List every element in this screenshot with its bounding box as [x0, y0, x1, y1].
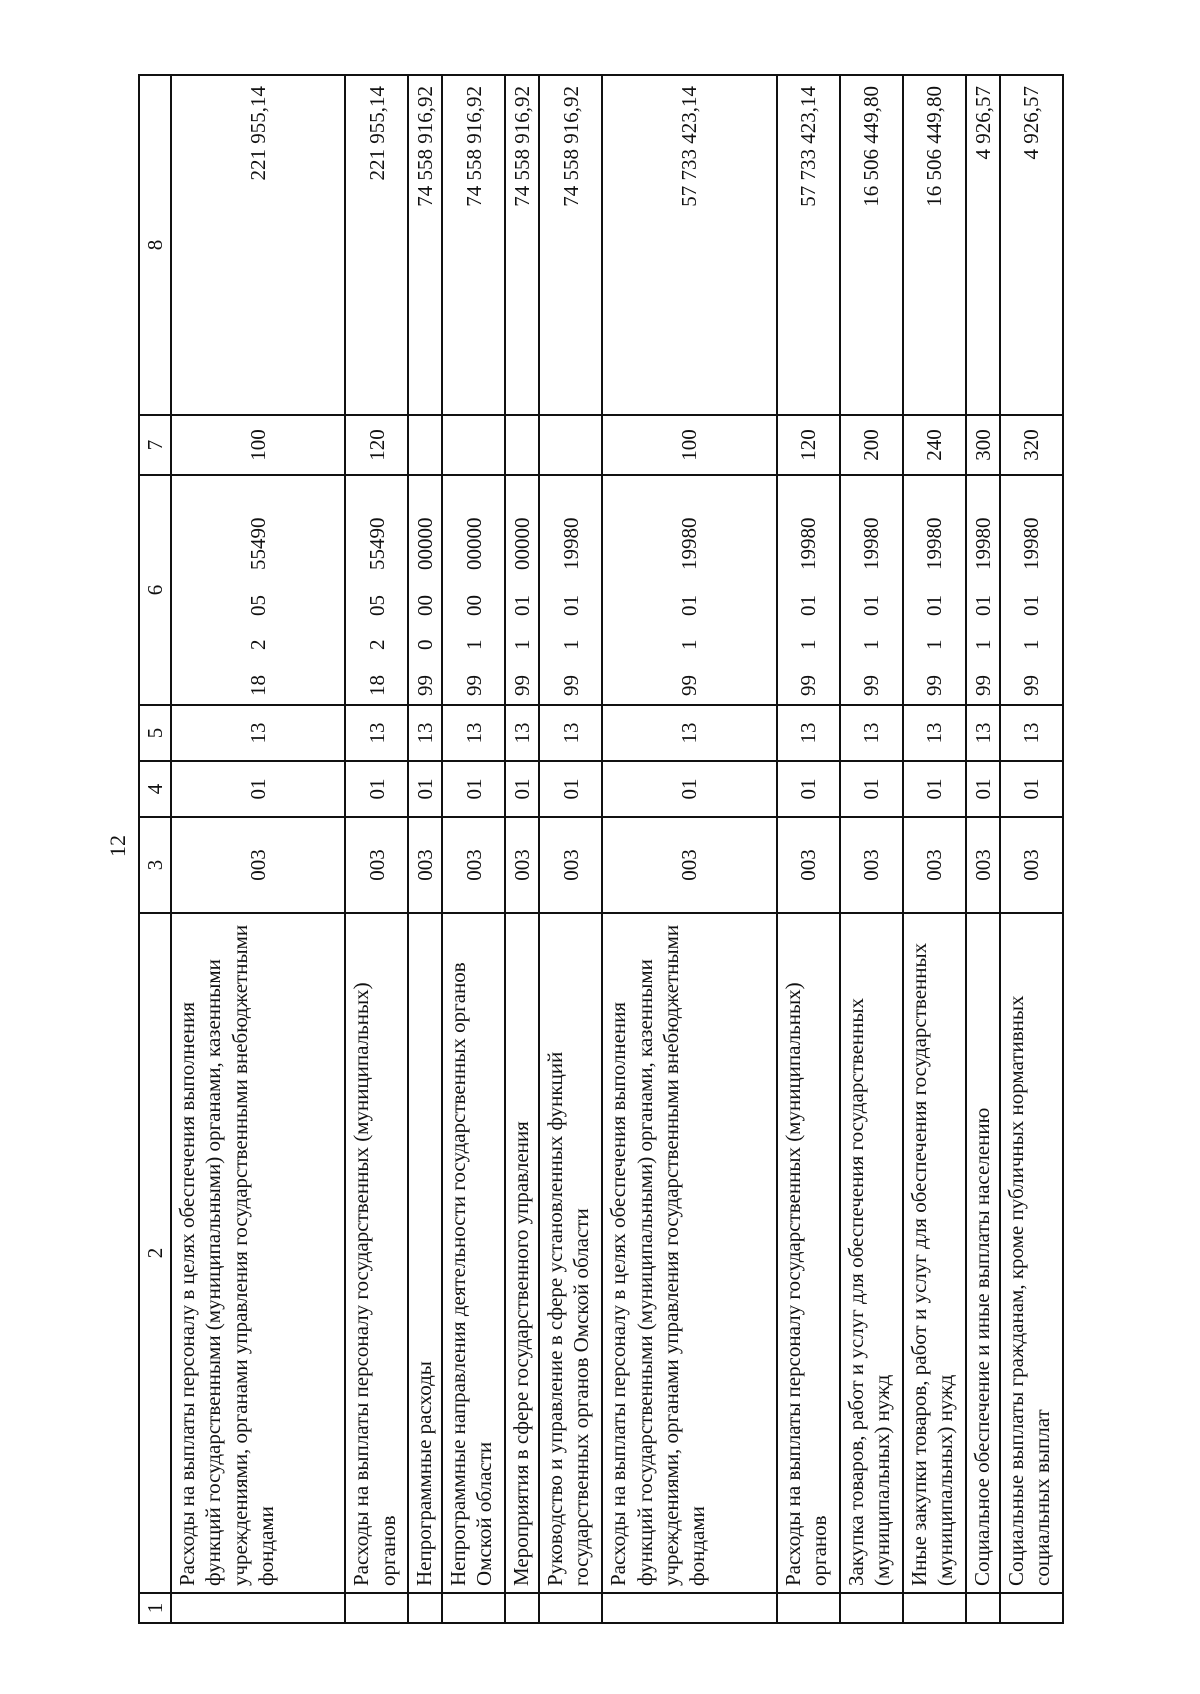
target-article-parts	[509, 476, 535, 704]
header-col-3: 3	[139, 817, 171, 913]
header-col-6: 6	[139, 475, 171, 705]
row-description-cell: Руководство и управление в сфере установленных функций государственных органов Омской области	[539, 913, 602, 1593]
target-article-part: 1	[677, 639, 702, 650]
row-amount-cell: 57 733 423,14	[777, 75, 840, 415]
header-col-5: 5	[139, 705, 171, 761]
row-code-cell: 003	[505, 817, 539, 913]
row-code-cell: 003	[840, 817, 903, 913]
row-description-cell: Расходы на выплаты персоналу в целях обеспечения выполнения функций государственными (муниципальными) органами, казенными учреждениями, органами управления государственными внебюджетными фондами	[602, 913, 776, 1593]
target-article-parts	[921, 476, 947, 704]
row-subsection-cell: 13	[345, 705, 408, 761]
row-number-cell	[408, 1593, 442, 1623]
budget-table	[138, 74, 1064, 1624]
table-row	[442, 75, 505, 1623]
target-article-part: 1	[859, 639, 884, 650]
row-subsection-cell: 13	[966, 705, 1000, 761]
row-expense-type-cell	[505, 415, 539, 475]
row-subsection-cell: 13	[171, 705, 345, 761]
row-number-cell	[539, 1593, 602, 1623]
row-description-cell: Непрограммные направления деятельности государственных органов Омской области	[442, 913, 505, 1593]
row-target-article-cell	[777, 475, 840, 705]
row-target-article-cell	[345, 475, 408, 705]
target-article-part: 00	[413, 595, 438, 616]
target-article-part: 99	[859, 675, 884, 696]
row-expense-type-cell	[539, 415, 602, 475]
target-article-part: 00000	[510, 517, 535, 570]
table-row	[171, 75, 345, 1623]
target-article-part: 18	[364, 675, 389, 696]
row-amount-cell: 57 733 423,14	[602, 75, 776, 415]
target-article-parts	[1018, 476, 1044, 704]
row-section-cell: 01	[903, 761, 966, 817]
target-article-part: 55490	[364, 517, 389, 570]
target-article-part: 05	[364, 595, 389, 616]
row-target-article-cell	[903, 475, 966, 705]
row-amount-cell: 16 506 449,80	[903, 75, 966, 415]
row-code-cell: 003	[442, 817, 505, 913]
row-amount-cell: 221 955,14	[345, 75, 408, 415]
target-article-part: 01	[558, 595, 583, 616]
table-row	[345, 75, 408, 1623]
target-article-part: 19980	[558, 517, 583, 570]
target-article-part: 1	[510, 639, 535, 650]
row-number-cell	[840, 1593, 903, 1623]
target-article-part: 01	[859, 595, 884, 616]
row-description-cell: Расходы на выплаты персоналу в целях обеспечения выполнения функций государственными (муниципальными) органами, казенными учреждениями, органами управления государственными внебюджетными фондами	[171, 913, 345, 1593]
target-article-part: 01	[796, 595, 821, 616]
target-article-parts	[412, 476, 438, 704]
row-subsection-cell: 13	[408, 705, 442, 761]
row-number-cell	[602, 1593, 776, 1623]
row-subsection-cell: 13	[777, 705, 840, 761]
target-article-part: 55490	[246, 517, 271, 570]
header-row	[139, 75, 171, 1623]
row-target-article-cell	[171, 475, 345, 705]
row-code-cell: 003	[345, 817, 408, 913]
row-target-article-cell	[1000, 475, 1063, 705]
target-article-part: 0	[413, 639, 438, 650]
target-article-part: 99	[558, 675, 583, 696]
target-article-parts	[558, 476, 584, 704]
row-expense-type-cell: 200	[840, 415, 903, 475]
target-article-parts	[858, 476, 884, 704]
target-article-part: 2	[364, 639, 389, 650]
row-section-cell: 01	[505, 761, 539, 817]
target-article-parts	[795, 476, 821, 704]
header-col-7: 7	[139, 415, 171, 475]
row-expense-type-cell: 320	[1000, 415, 1063, 475]
target-article-part: 99	[1019, 675, 1044, 696]
target-article-part: 1	[970, 639, 995, 650]
target-article-part: 19980	[970, 517, 995, 570]
row-expense-type-cell: 100	[602, 415, 776, 475]
header-col-1: 1	[139, 1593, 171, 1623]
row-section-cell: 01	[539, 761, 602, 817]
row-number-cell	[345, 1593, 408, 1623]
row-amount-cell: 16 506 449,80	[840, 75, 903, 415]
target-article-parts	[245, 476, 271, 704]
target-article-parts	[676, 476, 702, 704]
row-number-cell	[966, 1593, 1000, 1623]
table-row	[966, 75, 1000, 1623]
target-article-part: 01	[510, 595, 535, 616]
row-expense-type-cell: 100	[171, 415, 345, 475]
row-section-cell: 01	[966, 761, 1000, 817]
target-article-part: 99	[970, 675, 995, 696]
row-section-cell: 01	[171, 761, 345, 817]
row-section-cell: 01	[1000, 761, 1063, 817]
row-section-cell: 01	[408, 761, 442, 817]
row-expense-type-cell	[442, 415, 505, 475]
table-row	[1000, 75, 1063, 1623]
target-article-part: 99	[413, 675, 438, 696]
row-description-cell: Иные закупки товаров, работ и услуг для обеспечения государственных (муниципальных) нужд	[903, 913, 966, 1593]
table-row	[777, 75, 840, 1623]
table-row	[408, 75, 442, 1623]
row-code-cell: 003	[777, 817, 840, 913]
row-subsection-cell: 13	[602, 705, 776, 761]
row-section-cell: 01	[840, 761, 903, 817]
target-article-part: 00000	[413, 517, 438, 570]
target-article-part: 1	[796, 639, 821, 650]
row-target-article-cell	[602, 475, 776, 705]
target-article-part: 19980	[1019, 517, 1044, 570]
target-article-parts	[970, 476, 996, 704]
row-number-cell	[1000, 1593, 1063, 1623]
target-article-parts	[461, 476, 487, 704]
row-number-cell	[505, 1593, 539, 1623]
target-article-part: 18	[246, 675, 271, 696]
header-col-4: 4	[139, 761, 171, 817]
row-section-cell: 01	[442, 761, 505, 817]
row-number-cell	[442, 1593, 505, 1623]
row-subsection-cell: 13	[505, 705, 539, 761]
row-number-cell	[903, 1593, 966, 1623]
row-amount-cell: 74 558 916,92	[539, 75, 602, 415]
table-row	[602, 75, 776, 1623]
target-article-part: 1	[558, 639, 583, 650]
row-section-cell: 01	[777, 761, 840, 817]
row-section-cell: 01	[345, 761, 408, 817]
row-section-cell: 01	[602, 761, 776, 817]
row-code-cell: 003	[903, 817, 966, 913]
target-article-parts	[364, 476, 390, 704]
target-article-part: 99	[510, 675, 535, 696]
row-subsection-cell: 13	[539, 705, 602, 761]
row-description-cell: Расходы на выплаты персоналу государственных (муниципальных) органов	[777, 913, 840, 1593]
row-target-article-cell	[408, 475, 442, 705]
target-article-part: 01	[970, 595, 995, 616]
row-code-cell: 003	[408, 817, 442, 913]
row-expense-type-cell: 240	[903, 415, 966, 475]
row-expense-type-cell: 120	[777, 415, 840, 475]
target-article-part: 19980	[677, 517, 702, 570]
row-amount-cell: 74 558 916,92	[505, 75, 539, 415]
target-article-part: 19980	[859, 517, 884, 570]
row-amount-cell: 4 926,57	[966, 75, 1000, 415]
table-row	[539, 75, 602, 1623]
row-description-cell: Мероприятия в сфере государственного управления	[505, 913, 539, 1593]
row-subsection-cell: 13	[840, 705, 903, 761]
row-description-cell: Социальные выплаты гражданам, кроме публичных нормативных социальных выплат	[1000, 913, 1063, 1593]
row-amount-cell: 221 955,14	[171, 75, 345, 415]
row-target-article-cell	[966, 475, 1000, 705]
target-article-part: 01	[677, 595, 702, 616]
row-amount-cell: 74 558 916,92	[408, 75, 442, 415]
row-code-cell: 003	[171, 817, 345, 913]
target-article-part: 01	[922, 595, 947, 616]
table-row	[840, 75, 903, 1623]
row-number-cell	[777, 1593, 840, 1623]
table-body	[171, 75, 1063, 1623]
row-subsection-cell: 13	[903, 705, 966, 761]
row-target-article-cell	[539, 475, 602, 705]
target-article-part: 1	[461, 639, 486, 650]
row-number-cell	[171, 1593, 345, 1623]
row-description-cell: Непрограммные расходы	[408, 913, 442, 1593]
row-code-cell: 003	[602, 817, 776, 913]
target-article-part: 99	[461, 675, 486, 696]
target-article-part: 05	[246, 595, 271, 616]
target-article-part: 2	[246, 639, 271, 650]
budget-table-wrapper	[138, 76, 1064, 1624]
target-article-part: 19980	[796, 517, 821, 570]
row-amount-cell: 74 558 916,92	[442, 75, 505, 415]
target-article-part: 01	[1019, 595, 1044, 616]
target-article-part: 99	[796, 675, 821, 696]
page-number: 12	[105, 835, 130, 857]
row-code-cell: 003	[966, 817, 1000, 913]
row-expense-type-cell	[408, 415, 442, 475]
row-expense-type-cell: 300	[966, 415, 1000, 475]
target-article-part: 19980	[922, 517, 947, 570]
row-description-cell: Закупка товаров, работ и услуг для обеспечения государственных (муниципальных) нужд	[840, 913, 903, 1593]
row-target-article-cell	[840, 475, 903, 705]
header-col-8: 8	[139, 75, 171, 415]
target-article-part: 1	[922, 639, 947, 650]
table-row	[505, 75, 539, 1623]
row-target-article-cell	[505, 475, 539, 705]
target-article-part: 99	[677, 675, 702, 696]
row-code-cell: 003	[1000, 817, 1063, 913]
row-amount-cell: 4 926,57	[1000, 75, 1063, 415]
target-article-part: 00	[461, 595, 486, 616]
row-description-cell: Социальное обеспечение и иные выплаты населению	[966, 913, 1000, 1593]
row-expense-type-cell: 120	[345, 415, 408, 475]
table-row	[903, 75, 966, 1623]
row-subsection-cell: 13	[1000, 705, 1063, 761]
row-target-article-cell	[442, 475, 505, 705]
row-subsection-cell: 13	[442, 705, 505, 761]
target-article-part: 00000	[461, 517, 486, 570]
row-code-cell: 003	[539, 817, 602, 913]
row-description-cell: Расходы на выплаты персоналу государственных (муниципальных) органов	[345, 913, 408, 1593]
target-article-part: 99	[922, 675, 947, 696]
header-col-2: 2	[139, 913, 171, 1593]
target-article-part: 1	[1019, 639, 1044, 650]
